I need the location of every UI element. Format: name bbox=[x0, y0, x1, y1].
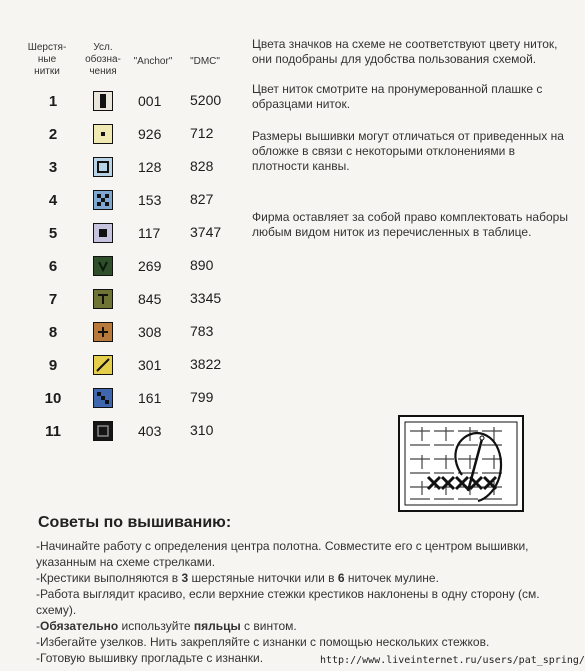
header-dmc: "DMC" bbox=[190, 56, 220, 67]
anchor-code: 117 bbox=[138, 225, 161, 241]
anchor-code: 128 bbox=[138, 159, 162, 175]
tip-direction: -Работа выглядит красиво, если верхние стежки крестиков наклонены в одну сторону (см. схему). bbox=[36, 587, 540, 617]
anchor-code: 269 bbox=[138, 258, 162, 274]
dmc-code: 310 bbox=[190, 422, 214, 438]
stitch-diagram-illustration bbox=[398, 415, 524, 512]
anchor-code: 153 bbox=[138, 192, 162, 208]
dmc-code: 712 bbox=[190, 125, 214, 141]
header-symbol: Усл. обозна- чения bbox=[85, 42, 121, 77]
dmc-code: 5200 bbox=[190, 92, 222, 108]
diagonal-icon bbox=[93, 355, 113, 375]
anchor-code: 301 bbox=[138, 357, 162, 373]
v-mark-icon bbox=[93, 256, 113, 276]
row-number: 10 bbox=[44, 390, 62, 407]
table-row bbox=[0, 322, 250, 348]
note-size: Размеры вышивки могут отличаться от приведенных на обложке в связи с некоторыми отклонениями в плотности канвы. bbox=[252, 129, 564, 173]
anchor-code: 403 bbox=[138, 423, 162, 439]
source-url-link[interactable]: http://www.liveinternet.ru/users/pat_spring/ bbox=[320, 655, 585, 666]
hollow-square-icon bbox=[93, 157, 113, 177]
vertical-bar-icon bbox=[93, 91, 113, 111]
filled-square-icon bbox=[93, 223, 113, 243]
row-number: 5 bbox=[48, 225, 58, 242]
row-number: 11 bbox=[45, 423, 61, 440]
header-thread-count: Шерстя- ные нитки bbox=[27, 42, 67, 77]
table-row bbox=[0, 421, 250, 447]
tips-title: Советы по вышиванию: bbox=[38, 514, 232, 531]
tip-hoop: -Обязательно используйте пяльцы с винтом. bbox=[36, 619, 297, 633]
header-anchor: "Anchor" bbox=[133, 56, 173, 67]
row-number: 7 bbox=[48, 291, 58, 308]
dmc-code: 799 bbox=[190, 389, 214, 405]
row-number: 9 bbox=[48, 357, 58, 374]
table-row bbox=[0, 124, 250, 150]
note-colors: Цвета значков на схеме не соответствуют цвету ниток, они подобраны для удобства пользования схемой. bbox=[252, 37, 558, 66]
table-row bbox=[0, 91, 250, 117]
tip-center: -Начинайте работу с определения центра полотна. Совместите его с центром вышивки, указанным на схеме стрелками. bbox=[36, 539, 529, 569]
dmc-code: 783 bbox=[190, 323, 214, 339]
row-number: 4 bbox=[48, 192, 58, 209]
table-row bbox=[0, 190, 250, 216]
table-row bbox=[0, 223, 250, 249]
plus-icon bbox=[93, 322, 113, 342]
tip-ironing: -Готовую вышивку прогладьте с изнанки. bbox=[36, 651, 264, 665]
tip-threads: -Крестики выполняются в 3 шерстяные ниточки или в 6 ниточек мулине. bbox=[36, 571, 439, 585]
dot-icon bbox=[93, 124, 113, 144]
row-number: 8 bbox=[48, 324, 58, 341]
row-number: 6 bbox=[48, 258, 58, 275]
table-row bbox=[0, 289, 250, 315]
dmc-code: 3345 bbox=[190, 290, 222, 306]
dmc-code: 3822 bbox=[190, 356, 222, 372]
dmc-code: 890 bbox=[190, 257, 214, 273]
anchor-code: 845 bbox=[138, 291, 162, 307]
tip-knots: -Избегайте узелков. Нить закрепляйте с изнанки с помощью нескольких стежков. bbox=[36, 635, 490, 649]
diagonal-blocks-icon bbox=[93, 388, 113, 408]
checker-icon bbox=[93, 190, 113, 210]
row-number: 1 bbox=[48, 93, 58, 110]
anchor-code: 001 bbox=[138, 93, 162, 109]
table-row bbox=[0, 256, 250, 282]
tips-list bbox=[36, 538, 576, 666]
dmc-code: 3747 bbox=[190, 224, 222, 240]
note-thread-plate: Цвет ниток смотрите на пронумерованной плашке с образцами ниток. bbox=[252, 82, 543, 111]
anchor-code: 926 bbox=[138, 126, 162, 142]
square-outline-icon bbox=[93, 421, 113, 441]
t-mark-icon bbox=[93, 289, 113, 309]
table-row bbox=[0, 157, 250, 183]
row-number: 3 bbox=[48, 159, 58, 176]
dmc-code: 827 bbox=[190, 191, 214, 207]
dmc-code: 828 bbox=[190, 158, 214, 174]
note-company: Фирма оставляет за собой право комплектовать наборы любым видом ниток из перечисленных в таблице. bbox=[252, 210, 568, 239]
row-number: 2 bbox=[48, 126, 58, 143]
table-row bbox=[0, 388, 250, 414]
anchor-code: 308 bbox=[138, 324, 162, 340]
table-row bbox=[0, 355, 250, 381]
anchor-code: 161 bbox=[138, 390, 162, 406]
